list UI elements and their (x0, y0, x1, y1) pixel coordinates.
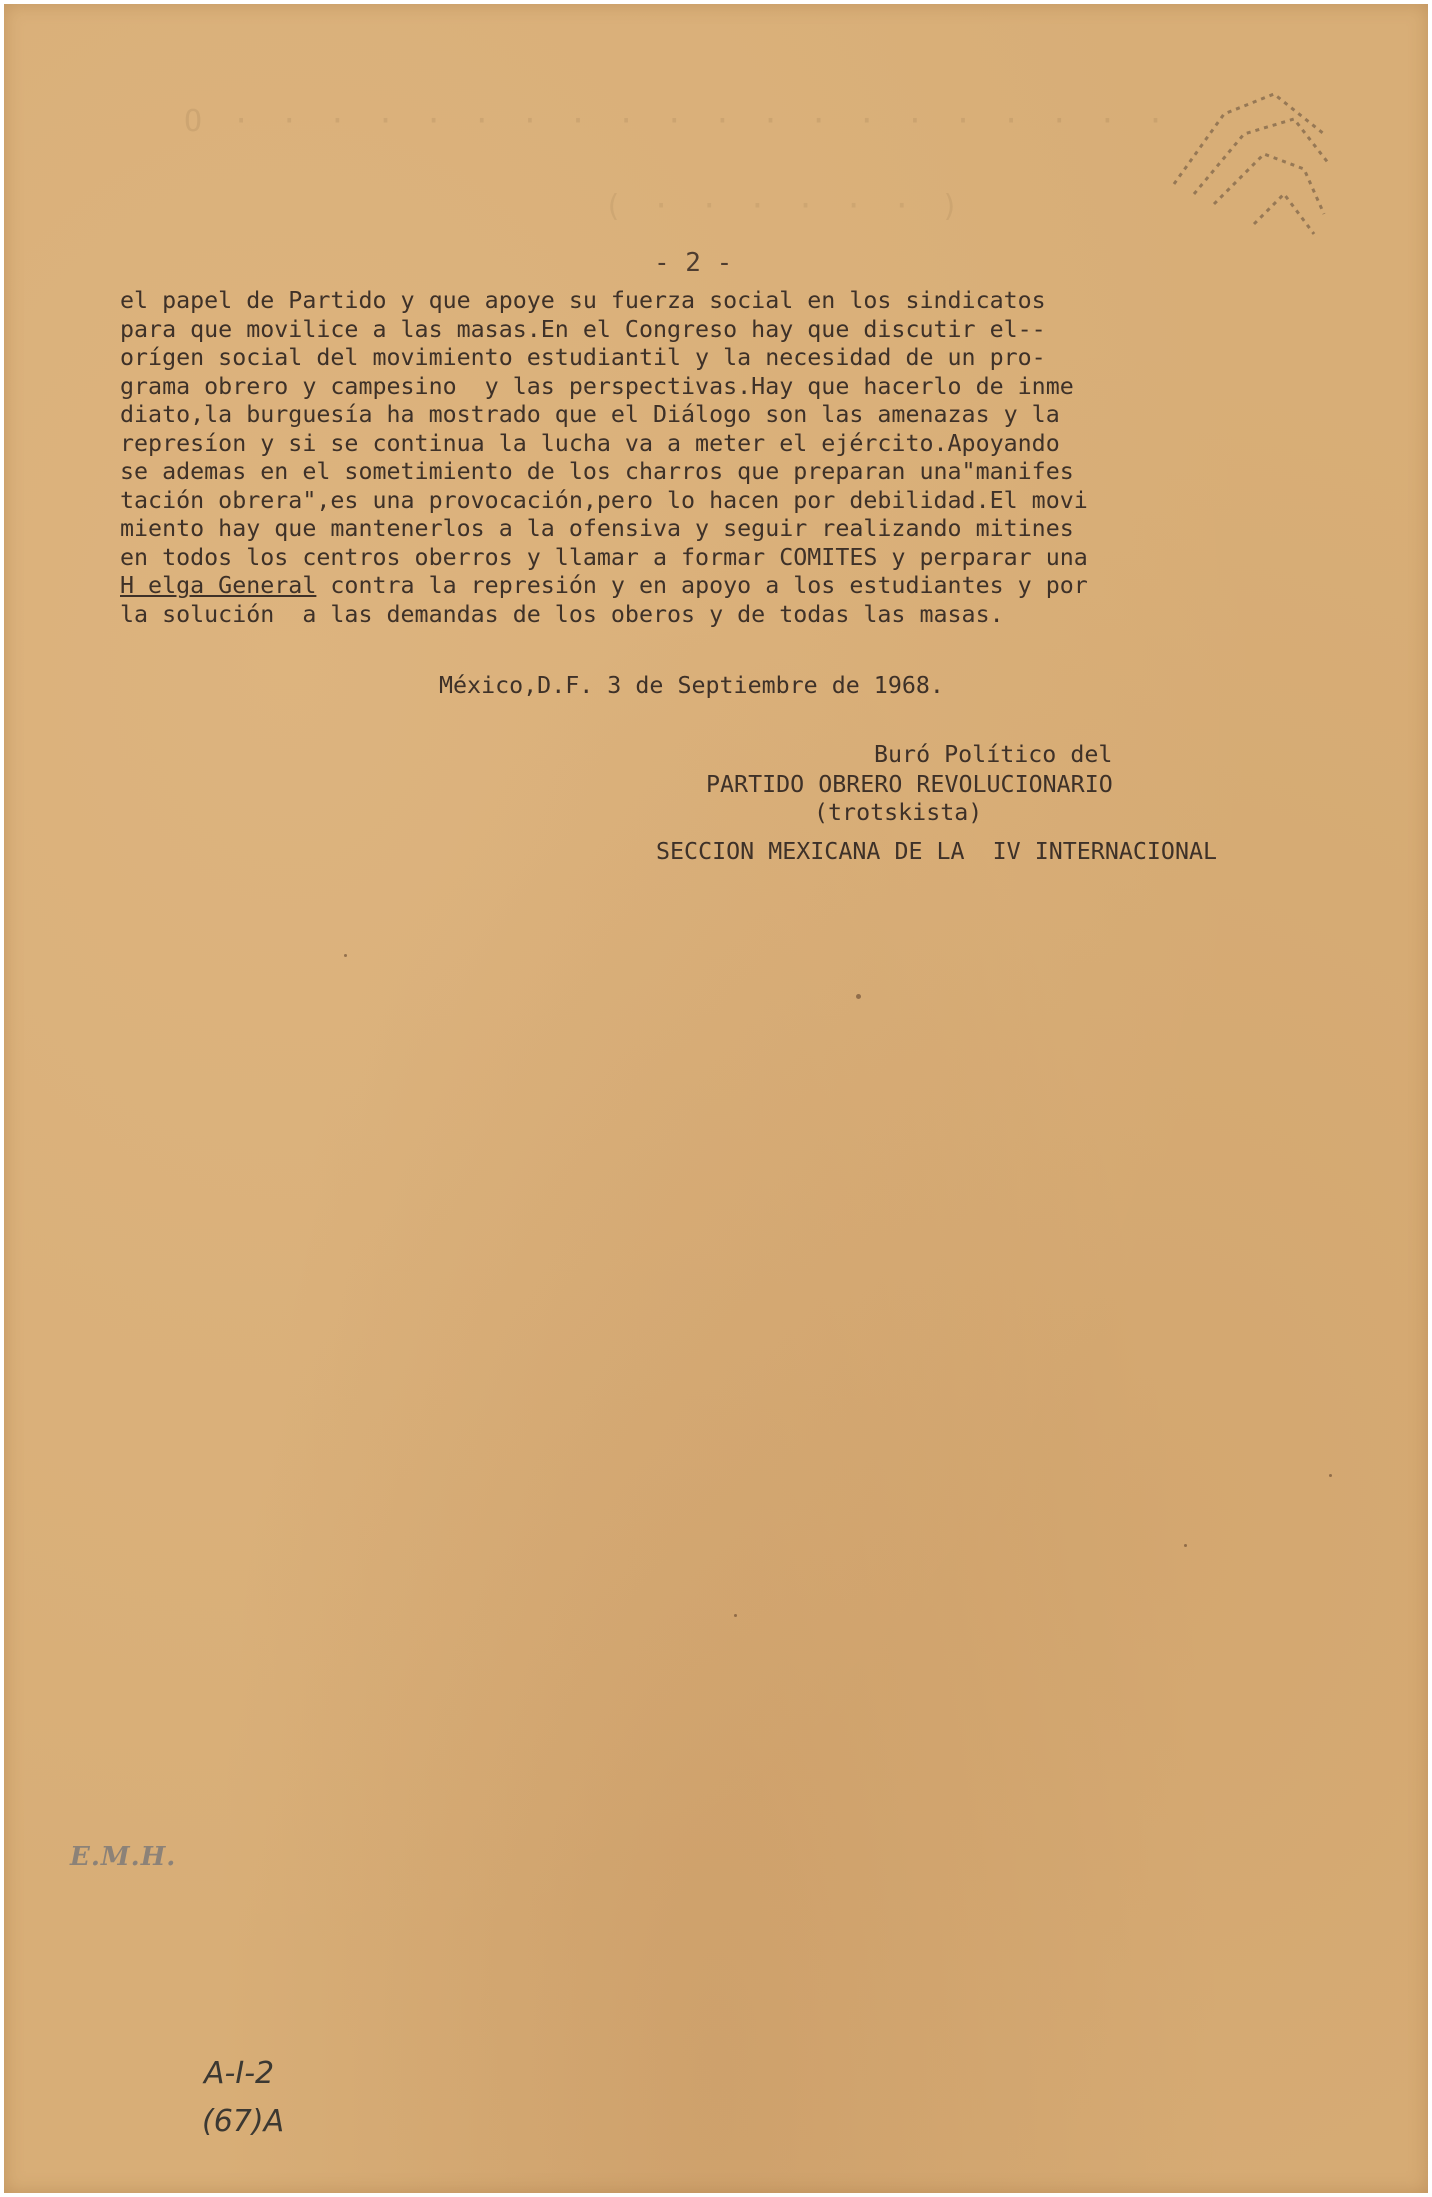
archive-stamp: E.M.H. (70, 1842, 177, 1872)
body-line: se ademas en el sometimiento de los charros que preparan una"manifes (120, 458, 1074, 485)
body-line: miento hay que mantenerlos a la ofensiva y seguir realizando mitines (120, 515, 1074, 542)
signature-partido: PARTIDO OBRERO REVOLUCIONARIO (706, 771, 1113, 798)
handwritten-reference: A-I-2 (204, 2056, 275, 2091)
body-line-huelga (120, 572, 1350, 601)
paper-speck (856, 994, 861, 999)
body-paragraph (120, 287, 1350, 629)
body-line: el papel de Partido y que apoye su fuerza social en los sindicatos (120, 287, 1046, 314)
handwritten-reference-2: (67)A (202, 2104, 285, 2139)
huelga-general-underlined: H elga General (120, 572, 317, 599)
paper-speck (734, 1614, 737, 1617)
body-line-last: la solución a las demandas de los oberos y de todas las masas. (120, 600, 1004, 628)
bleed-through-text-2: ( · · · · · · ) (604, 189, 965, 224)
paper-speck (1329, 1474, 1332, 1477)
body-line: orígen social del movimiento estudiantil y la necesidad de un pro- (120, 344, 1046, 371)
body-line: grama obrero y campesino y las perspectivas.Hay que hacerlo de inme (120, 372, 1074, 400)
signature-seccion: SECCION MEXICANA DE LA IV INTERNACIONAL (656, 838, 1218, 865)
body-line: represíon y si se continua la lucha va a meter el ejército.Apoyando (120, 429, 1060, 457)
ink-smudge-mark (1154, 74, 1344, 264)
paper-sheet (4, 4, 1428, 2193)
paper-speck (1184, 1544, 1187, 1547)
signature-buro: Buró Político del (874, 741, 1113, 768)
body-line: en todos los centros oberros y llamar a formar COMITES y perparar una (120, 543, 1088, 571)
paper-speck (344, 954, 347, 957)
signature-trotskista: (trotskista) (814, 799, 983, 826)
date-line: México,D.F. 3 de Septiembre de 1968. (439, 672, 944, 699)
body-line: tación obrera",es una provocación,pero lo hacen por debilidad.El movi (120, 486, 1088, 514)
body-line-rest: contra la represión y en apoyo a los estudiantes y por (316, 572, 1088, 599)
page-number: - 2 - (654, 248, 733, 278)
body-line: diato,la burguesía ha mostrado que el Diálogo son las amenazas y la (120, 401, 1060, 428)
body-line: para que movilice a las masas.En el Congreso hay que discutir el-- (120, 315, 1046, 343)
bleed-through-text: O · · · · · · · · · · · · · · · · · · · · (184, 104, 1171, 139)
